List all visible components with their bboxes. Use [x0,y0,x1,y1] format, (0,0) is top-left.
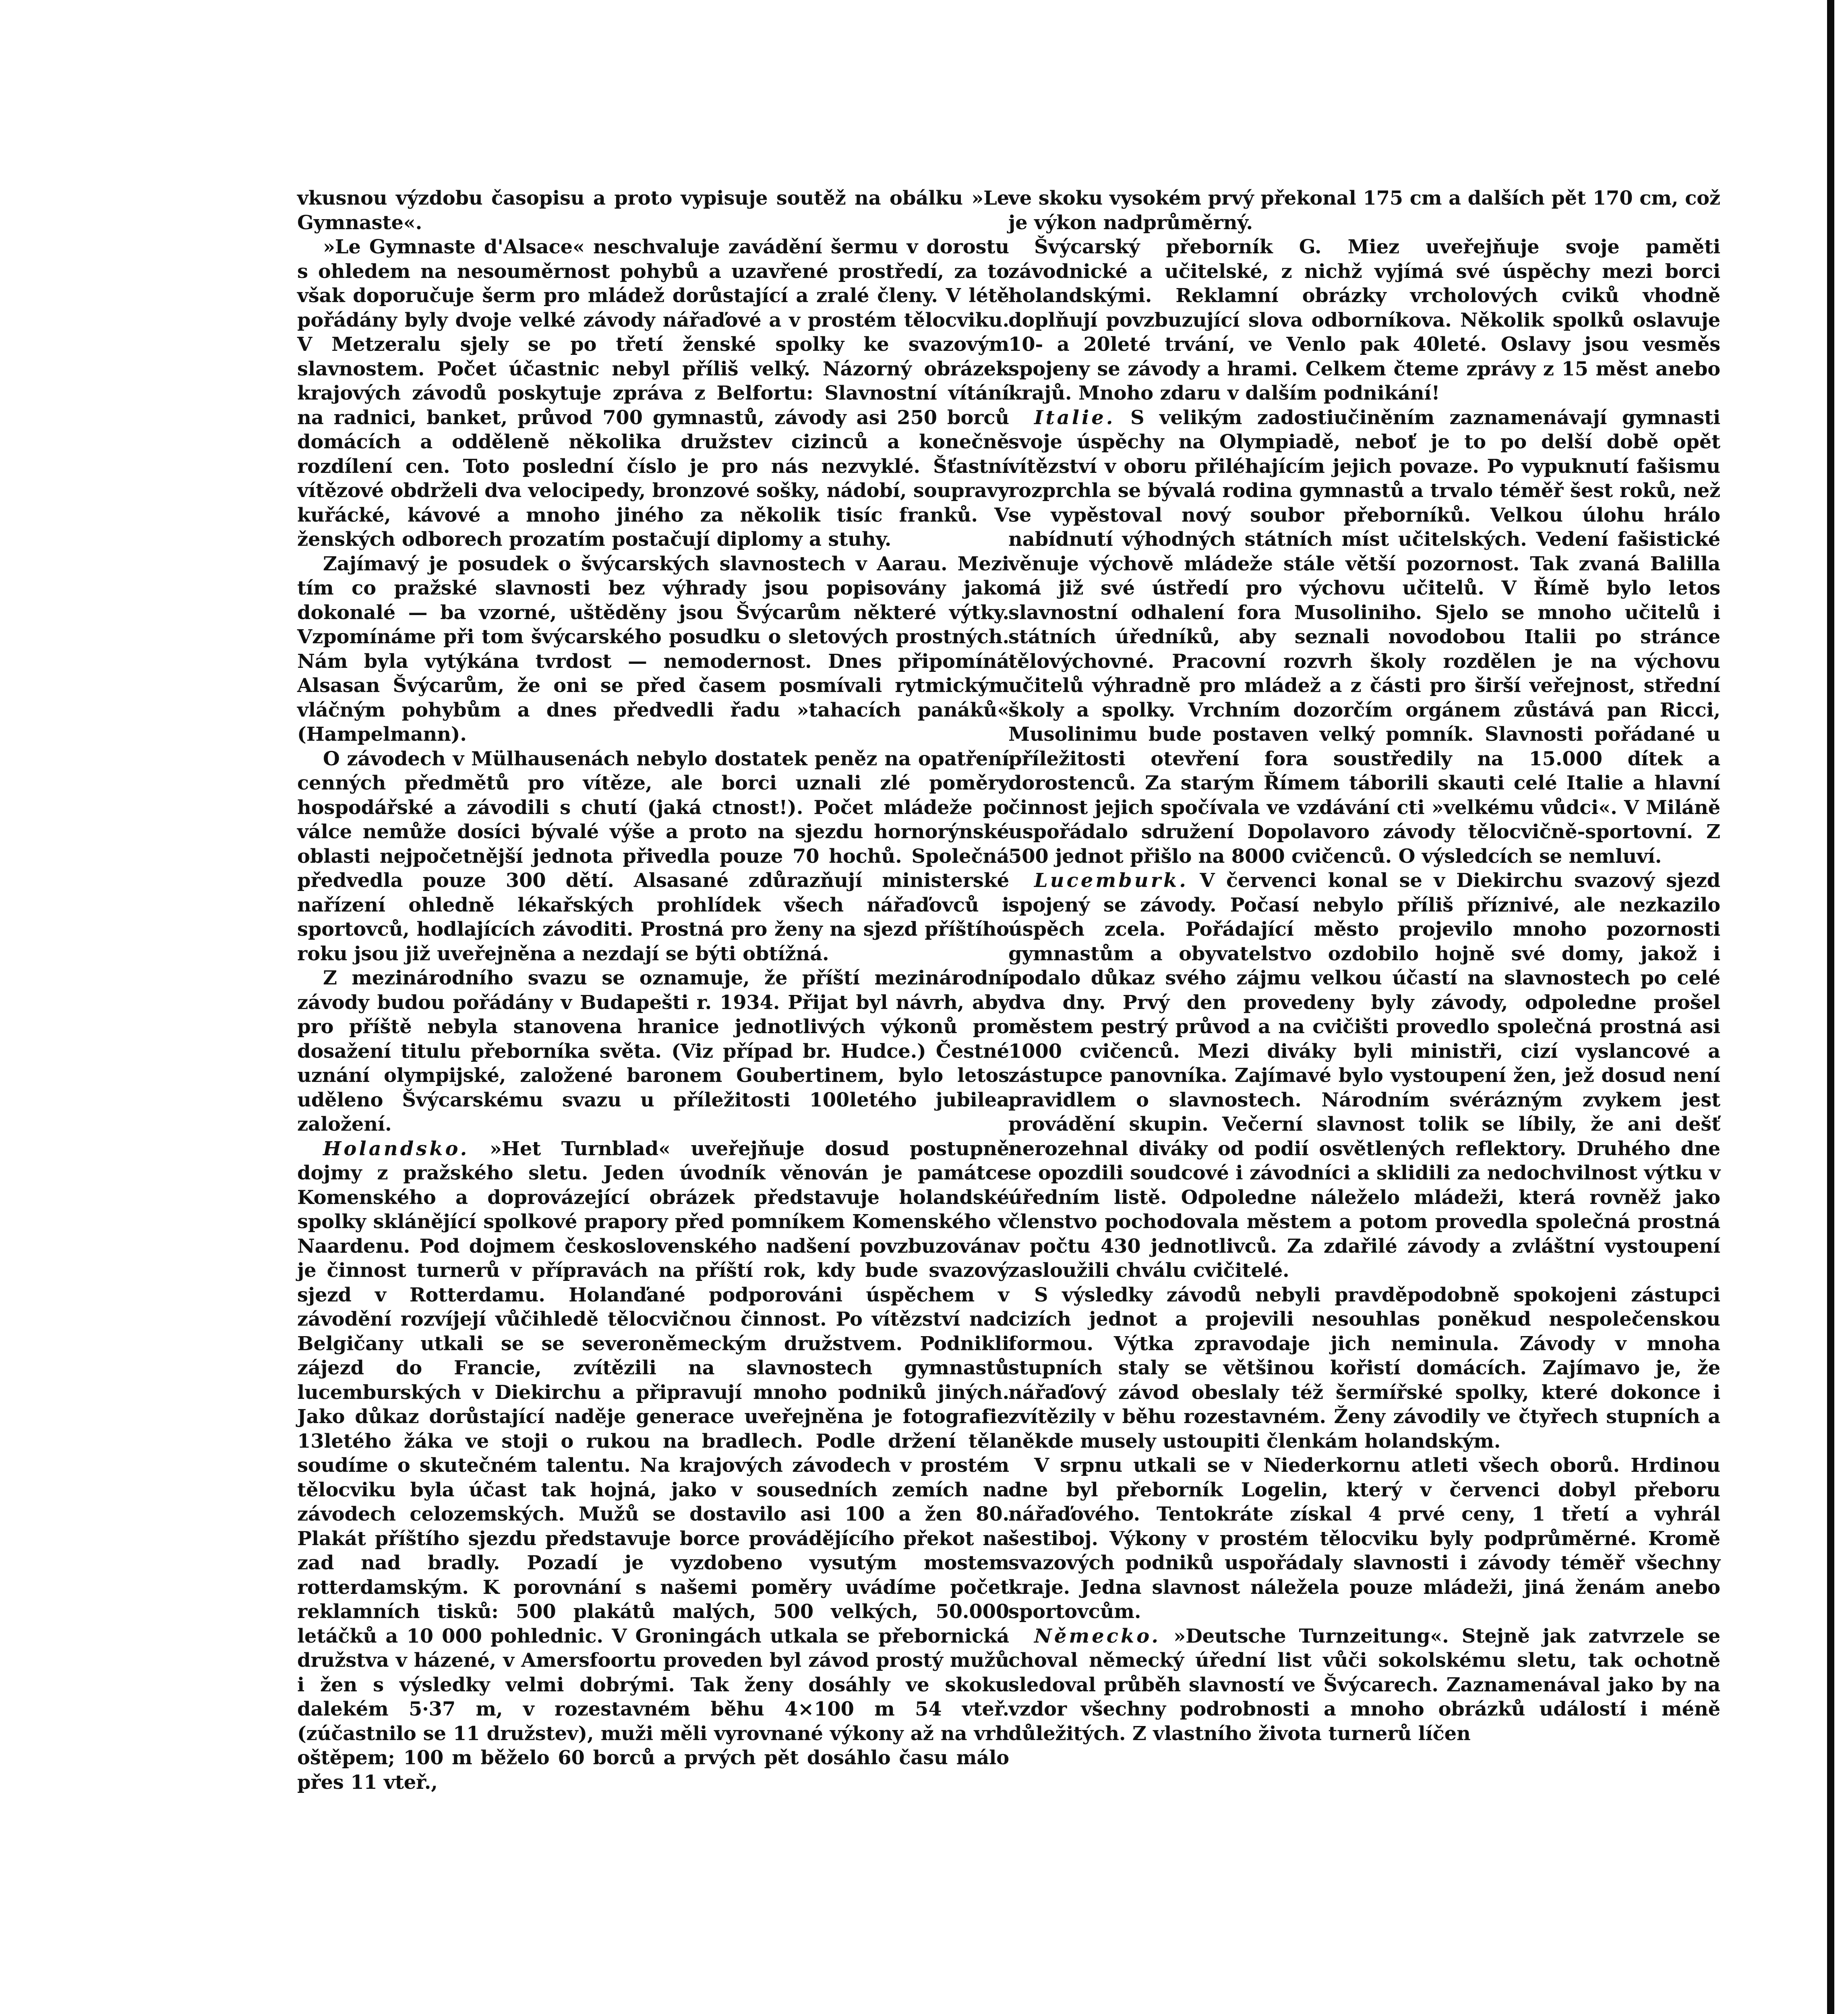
scan-border-right [1827,0,1834,2014]
paragraph: V srpnu utkali se v Niederkornu atleti všech oborů. Hrdinou dne byl přeborník Logelin, který v červenci dobyl přeboru nářaďového. Tentokráte získal 4 prvé ceny, 1 třetí a vyhrál šestiboj. Výkony v prostém tělocviku byly podprůměrné. Kromě svazových podniků uspořádaly slavnosti i závody téměř všechny kraje. Jedna slavnost náležela pouze mládeži, jiná ženám anebo sportovcům. [1008,1454,1720,1623]
paragraph-text: »Het Turnblad« uveřejňuje dosud postupně dojmy z pražského sletu. Jeden úvodník věnován je památce Komenského a doprovázející obrázek představuje holandské spolky sklánějící spolkové prapory před pomníkem Komenského v Naardenu. Pod dojmem československého nadšení povzbuzována je činnost turnerů v přípravách na příští rok, kdy bude svazový sjezd v Rotterdamu. Holanďané podporováni úspěchem v závodění rozvíjejí vůčihledě tělocvičnou činnost. Po vítězství nad Belgičany utkali se se severoněmeckým družstvem. Podnikli zájezd do Francie, zvítězili na slavnostech gymnastů lucemburských v Diekirchu a připravují mnoho podniků jiných. Jako důkaz dorůstající naděje generace uveřejněna je fotografie 13letého žáka ve stoji o rukou na bradlech. Podle držení těla soudíme o skutečném talentu. Na krajových závodech v prostém tělocviku byla účast tak hojná, jako v sousedních zemích na závodech celozemských. Mužů se dostavilo asi 100 a žen 80. Plakát příštího sjezdu představuje borce provádějícího překot na zad nad bradly. Pozadí je vyzdobeno vysutým mostem rotterdamským. K porovnání s našemi poměry uvádíme počet reklamních tisků: 500 plakátů malých, 500 velkých, 50.000 letáčků a 10 000 pohlednic. V Groningách utkala se přebornická družstva v házené, v Amersfoortu proveden byl závod prostý mužů i žen s výsledky velmi dobrými. Tak ženy dosáhly ve skoku dalekém 5·37 m, v rozestavném běhu 4×100 m 54 vteř. (zúčastnilo se 11 družstev), muži měli vyrovnané výkony až na vrh oštěpem; 100 m běželo 60 borců a prvých pět dosáhlo času málo přes 11 vteř., [297,1137,1010,1794]
paragraph: Zajímavý je posudek o švýcarských slavnostech v Aarau. Mezi tím co pražské slavnosti bez výhrady jsou popisovány jako dokonalé — ba vzorné, uštěděny jsou Švýcarům některé výtky. Vzpomínáme při tom švýcarského posudku o sletových prostných. Nám byla vytýkána tvrdost — nemodernost. Dnes připomíná Alsasan Švýcarům, že oni se před časem posmívali rytmickým vláčným pohybům a dnes předvedli řadu »tahacích panáků« (Hampelmann). [297,552,1009,746]
paragraph-text: »Deutsche Turnzeitung«. Stejně jak zatvrzele se choval německý úřední list vůči sokolskému sletu, tak ochotně sledoval průběh slavností ve Švýcarech. Zaznamenával jako by na vzdor všechny podrobnosti a mnoho obrázků událostí i méně důležitých. Z vlastního života turnerů líčen [1008,1624,1721,1745]
paragraph-lucemburk [1008,868,1720,1283]
paragraph: S výsledky závodů nebyli pravděpodobně spokojeni zástupci cizích jednot a projevili nesouhlas poněkud nespolečenskou formou. Výtka zpravodaje jich neminula. Závody v mnoha stupních staly se většinou kořistí domácích. Zajímavo je, že nářaďový závod obeslaly též šermířské spolky, které dokonce i zvítězily v běhu rozestavném. Ženy závodily ve čtyřech stupních a někde musely ustoupiti členkám holandským. [1008,1283,1720,1452]
section-heading-lucemburk: Lucemburk. [1034,869,1188,892]
paragraph-nemecko [1008,1624,1720,1746]
paragraph: »Le Gymnaste d'Alsace« neschvaluje zavádění šermu v dorostu s ohledem na nesouměrnost pohybů a uzavřené prostředí, za to však doporučuje šerm pro mládež dorůstající a zralé členy. V létě pořádány byly dvoje velké závody nářaďové a v prostém tělocviku. V Metzeralu sjely se po třetí ženské spolky ke svazovým slavnostem. Počet účastnic nebyl příliš velký. Názorný obrázek krajových závodů poskytuje zpráva z Belfortu: Slavnostní vítání na radnici, banket, průvod 700 gymnastů, závody asi 250 borců domácích a odděleně několika družstev cizinců a konečně rozdílení cen. Toto poslední číslo je pro nás nezvyklé. Šťastní vítězové obdrželi dva velocipedy, bronzové sošky, nádobí, soupravy kuřácké, kávové a mnoho jiného za několik tisíc franků. V ženských odborech prozatím postačují diplomy a stuhy. [297,236,1009,551]
paragraph: vkusnou výzdobu časopisu a proto vypisuje soutěž na obálku »Le Gymnaste«. [297,187,1009,234]
section-heading-italie: Italie. [1034,406,1115,429]
left-column [297,186,1009,1794]
paragraph: Švýcarský přeborník G. Miez uveřejňuje svoje paměti závodnické a učitelské, z nichž vyjímá své úspěchy mezi borci holandskými. Reklamní obrázky vrcholových cviků vhodně doplňují povzbuzující slova odborníkova. Několik spolků oslavuje 10- a 20leté trvání, ve Venlo pak 40leté. Oslavy jsou vesměs spojeny se závody a hrami. Celkem čteme zprávy z 15 měst anebo krajů. Mnoho zdaru v dalším podnikání! [1008,236,1720,404]
right-column [1008,186,1720,1746]
paragraph-text: V červenci konal se v Diekirchu svazový sjezd spojený se závody. Počasí nebylo příliš příznivé, ale nezkazilo úspěch zcela. Pořádající město projevilo mnoho pozornosti gymnastům a obyvatelstvo ozdobilo hojně své domy, jakož i podalo důkaz svého zájmu velkou účastí na slavnostech po celé dva dny. Prvý den provedeny byly závody, odpoledne prošel městem pestrý průvod a na cvičišti provedlo společná prostná asi 1000 cvičenců. Mezi diváky byli ministři, cizí vyslancové a zástupce panovníka. Zajímavé bylo vystoupení žen, jež dosud není pravidlem o slavnostech. Národním svérázným zvykem jest provádění skupin. Večerní slavnost tolik se líbily, že ani dešť nerozehnal diváky od podií osvětlených reflektory. Druhého dne se opozdili soudcové i závodníci a sklidili za nedochvilnost výtku v úředním listě. Odpoledne náleželo mládeži, která rovněž jako členstvo pochodovala městem a potom provedla společná prostná v počtu 430 jednotlivců. Za zdařilé závody a zvláštní vystoupení zasloužili chválu cvičitelé. [1008,869,1720,1282]
section-heading-holandsko: Holandsko. [323,1137,470,1160]
paragraph: Z mezinárodního svazu se oznamuje, že příští mezinárodní závody budou pořádány v Budapešti r. 1934. Přijat byl návrh, aby pro příště nebyla stanovena hranice jednotlivých výkonů pro dosažení titulu přeborníka světa. (Viz případ br. Hudce.) Čestné uznání olympijské, založené baronem Goubertinem, bylo letos uděleno Švýcarskému svazu u příležitosti 100letého jubilea založení. [297,967,1009,1135]
section-heading-nemecko: Německo. [1034,1624,1161,1647]
paragraph-holandsko [297,1137,1009,1795]
paragraph: ve skoku vysokém prvý překonal 175 cm a dalších pět 170 cm, což je výkon nadprůměrný. [1008,187,1720,234]
paragraph: O závodech v Mülhausenách nebylo dostatek peněz na opatření cenných předmětů pro vítěze, ale borci uznali zlé poměry hospodářské a závodili s chutí (jaká ctnost!). Počet mládeže po válce nemůže dosíci bývalé výše a proto na sjezdu hornorýnské oblasti nejpočetnější jednota přivedla pouze 70 hochů. Společná předvedla pouze 300 dětí. Alsasané zdůrazňují ministerské nařízení ohledně lékařských prohlídek všech nářaďovců i sportovců, hodlajících závoditi. Prostná pro ženy na sjezd příštího roku jsou již uveřejněna a nezdají se býti obtížná. [297,747,1009,965]
paragraph-text: S velikým zadostiučiněním zaznamenávají gymnasti svoje úspěchy na Olympiadě, neboť je to po delší době opět vítězství v oboru přiléhajícím jejich povaze. Po vypuknutí fašismu rozprchla se bývalá rodina gymnastů a trvalo téměř šest roků, než se vypěstoval nový soubor přeborníků. Velkou úlohu hrálo nabídnutí výhodných státních míst učitelských. Vedení fašistické věnuje výchově mládeže stále větší pozornost. Tak zvaná Balilla má již své ústředí pro výchovu učitelů. V Římě bylo letos slavnostní odhalení fora Musoliniho. Sjelo se mnoho učitelů i státních úředníků, aby seznali novodobou Italii po stránce tělovýchovné. Pracovní rozvrh školy rozdělen je na výchovu učitelů výhradně pro mládež a z části pro širší veřejnost, střední školy a spolky. Vrchním dozorčím orgánem zůstává pan Ricci, Musolinimu bude postaven velký pomník. Slavnosti pořádané u příležitosti otevření fora soustředily na 15.000 dítek a dorostenců. Za starým Římem táborili skauti celé Italie a hlavní činnost jejich spočívala ve vzdávání cti »velkému vůdci«. V Miláně uspořádalo sdružení Dopolavoro závody tělocvičně-sportovní. Z 500 jednot přišlo na 8000 cvičenců. O výsledcích se nemluví. [1008,406,1720,868]
paragraph-italie [1008,406,1720,869]
